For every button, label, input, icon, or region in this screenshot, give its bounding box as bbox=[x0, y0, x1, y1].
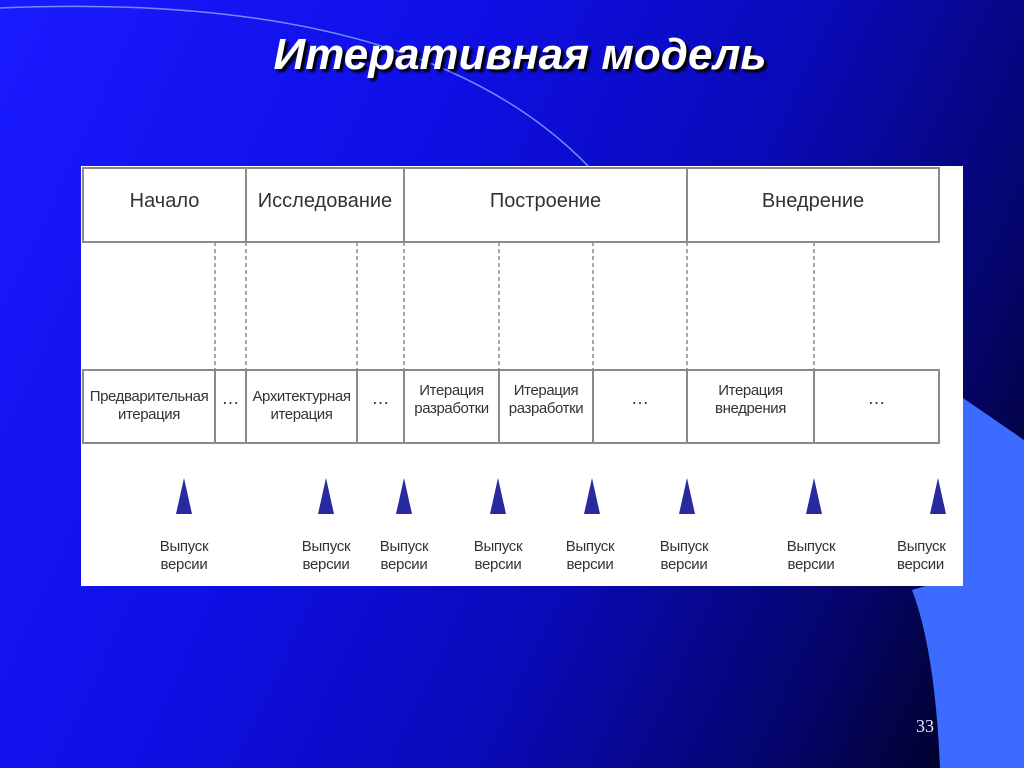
release-label-line1: Выпуск bbox=[897, 538, 946, 555]
page-number: 33 bbox=[916, 716, 934, 736]
release-label-line1: Выпуск bbox=[379, 538, 429, 555]
release-label-line2: версии bbox=[566, 556, 614, 573]
release-label-line2: версии bbox=[160, 556, 208, 573]
iteration-label bbox=[499, 382, 593, 418]
release-arrow bbox=[318, 478, 334, 514]
slide-title: Итеративная модель bbox=[273, 30, 767, 79]
release-arrow bbox=[176, 478, 192, 514]
release-label-line2: версии bbox=[474, 556, 522, 573]
iteration-ellipsis: … bbox=[631, 388, 649, 408]
release-arrow bbox=[584, 478, 600, 514]
iteration-label-line2: итерация bbox=[117, 406, 180, 423]
iteration-label-line2: разработки bbox=[508, 400, 584, 417]
release-label-line2: версии bbox=[380, 556, 428, 573]
iteration-ellipsis: … bbox=[371, 388, 390, 408]
iteration-label bbox=[246, 388, 357, 424]
release-label-line1: Выпуск bbox=[786, 538, 836, 555]
release-label-line2: версии bbox=[787, 556, 835, 573]
release-label bbox=[144, 538, 224, 574]
phase-label-inception: Начало bbox=[129, 190, 200, 212]
iteration-label bbox=[404, 382, 499, 418]
iteration-label-line2: внедрения bbox=[715, 400, 786, 417]
release-label bbox=[771, 538, 851, 574]
phase-label-elaboration: Исследование bbox=[257, 190, 393, 212]
release-label-line2: версии bbox=[897, 556, 944, 573]
iteration-label-line1: Итерация bbox=[419, 382, 484, 399]
release-arrow bbox=[930, 478, 946, 514]
iteration-label-line2: итерация bbox=[270, 406, 333, 423]
release-label-line1: Выпуск bbox=[473, 538, 523, 555]
iteration-label-line1: Итерация bbox=[513, 382, 579, 399]
iteration-label-line1: Предварительная bbox=[89, 388, 209, 405]
release-label-line1: Выпуск bbox=[159, 538, 209, 555]
iteration-label-line1: Итерация bbox=[718, 382, 783, 399]
release-label-line1: Выпуск bbox=[659, 538, 709, 555]
iteration-ellipsis: … bbox=[221, 388, 240, 408]
iteration-label-line1: Архитектурная bbox=[252, 388, 351, 405]
iteration-label bbox=[83, 388, 215, 424]
release-label-line1: Выпуск bbox=[565, 538, 615, 555]
phase-label-transition: Внедрение bbox=[761, 190, 865, 212]
release-arrow bbox=[806, 478, 822, 514]
release-label-line1: Выпуск bbox=[301, 538, 351, 555]
release-label bbox=[893, 538, 967, 574]
release-arrow bbox=[679, 478, 695, 514]
iteration-label bbox=[687, 382, 814, 418]
iteration-ellipsis: … bbox=[867, 388, 886, 408]
release-label-line2: версии bbox=[660, 556, 708, 573]
release-label bbox=[364, 538, 444, 574]
release-arrow bbox=[396, 478, 412, 514]
release-label bbox=[286, 538, 366, 574]
release-arrow bbox=[490, 478, 506, 514]
phase-label-construction: Построение bbox=[489, 190, 602, 212]
iteration-label-line2: разработки bbox=[414, 400, 489, 417]
release-label bbox=[550, 538, 630, 574]
iterative-model-diagram bbox=[81, 166, 963, 586]
release-label bbox=[458, 538, 538, 574]
diagram-lines bbox=[81, 166, 963, 586]
release-label-line2: версии bbox=[302, 556, 350, 573]
release-label bbox=[644, 538, 724, 574]
